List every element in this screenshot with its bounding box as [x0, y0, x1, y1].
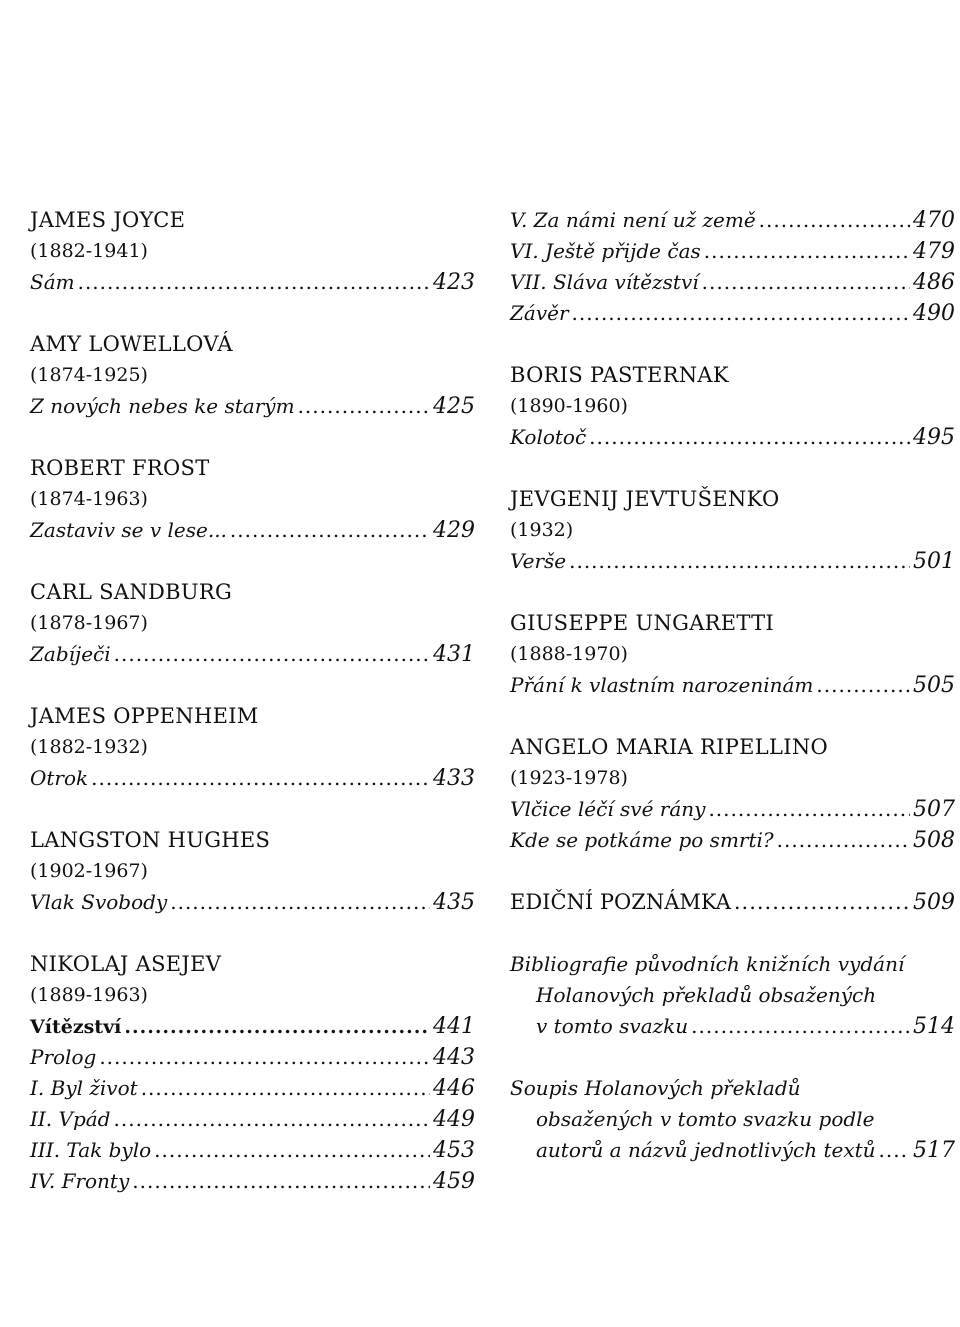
entry-title: II. Vpád — [30, 1107, 111, 1131]
page-number: 459 — [433, 1169, 475, 1194]
page-number: 443 — [433, 1045, 475, 1070]
entry-title: I. Byl život — [30, 1076, 138, 1100]
contents-left-column — [30, 205, 475, 1197]
entry-title: Vlak Svobody — [30, 890, 168, 914]
page-number: 470 — [913, 208, 955, 233]
author-years: (1878-1967) — [30, 612, 148, 634]
toc-entry[interactable] — [30, 267, 475, 298]
author-years: (1889-1963) — [30, 984, 148, 1006]
dot-leader — [589, 422, 910, 453]
page-number: 479 — [913, 239, 955, 264]
dot-leader — [708, 794, 910, 825]
dot-leader — [230, 515, 430, 546]
toc-entry[interactable] — [30, 515, 475, 546]
dot-leader — [114, 639, 430, 670]
page-number: 507 — [913, 797, 955, 822]
author-name: GIUSEPPE UNGARETTI — [510, 611, 775, 635]
entry-title: Prolog — [30, 1045, 97, 1069]
dot-leader — [124, 1012, 430, 1043]
author-name: ANGELO MARIA RIPELLINO — [510, 735, 829, 759]
dot-leader — [170, 887, 430, 918]
author-name: ROBERT FROST — [30, 456, 210, 480]
toc-entry[interactable] — [510, 1135, 955, 1166]
entry-title: IV. Fronty — [30, 1169, 130, 1193]
dot-leader — [298, 391, 430, 422]
dot-leader — [132, 1166, 430, 1197]
entry-title: Sám — [30, 270, 75, 294]
author-years: (1923-1978) — [510, 767, 628, 789]
page-number: 514 — [913, 1014, 955, 1039]
toc-entry[interactable] — [30, 391, 475, 422]
entry-title: Vítězství — [30, 1016, 122, 1038]
toc-entry[interactable] — [510, 298, 955, 329]
entry-title: VI. Ještě přijde čas — [510, 239, 701, 263]
page-number: 490 — [913, 301, 955, 326]
page-number: 486 — [913, 270, 955, 295]
page-number: 449 — [433, 1107, 475, 1132]
toc-entry[interactable] — [30, 1166, 475, 1197]
page-number: 505 — [913, 673, 955, 698]
entry-title: VII. Sláva vítězství — [510, 270, 699, 294]
author-years: (1882-1941) — [30, 240, 148, 262]
dot-leader — [702, 267, 910, 298]
toc-entry[interactable] — [510, 267, 955, 298]
author-name: AMY LOWELLOVÁ — [30, 332, 233, 356]
page-number: 508 — [913, 828, 955, 853]
author-name: JAMES JOYCE — [30, 208, 186, 232]
author-name: JEVGENIJ JEVTUŠENKO — [510, 487, 780, 511]
author-name: CARL SANDBURG — [30, 580, 233, 604]
dot-leader — [704, 236, 910, 267]
dot-leader — [777, 825, 910, 856]
dot-leader — [114, 1104, 431, 1135]
page-number: 509 — [913, 890, 955, 915]
dot-leader — [99, 1042, 430, 1073]
entry-title: autorů a názvů jednotlivých textů — [536, 1138, 876, 1162]
toc-entry[interactable] — [30, 887, 475, 918]
dot-leader — [816, 670, 910, 701]
entry-title: Otrok — [30, 766, 89, 790]
page-number: 495 — [913, 425, 955, 450]
toc-entry[interactable] — [510, 794, 955, 825]
toc-entry-editorial-note[interactable] — [510, 887, 955, 918]
page-number: 433 — [433, 766, 475, 791]
entry-title: III. Tak bylo — [30, 1138, 152, 1162]
author-years: (1890-1960) — [510, 395, 628, 417]
entry-title: Závěr — [510, 301, 569, 325]
author-years: (1932) — [510, 519, 574, 541]
toc-entry[interactable] — [510, 1011, 955, 1042]
author-years: (1874-1925) — [30, 364, 148, 386]
contents-right-column — [510, 205, 955, 1166]
entry-title-line: Holanových překladů obsažených — [536, 983, 877, 1007]
toc-entry[interactable] — [30, 1073, 475, 1104]
page-number: 431 — [433, 642, 475, 667]
entry-title: Vlčice léčí své rány — [510, 797, 706, 821]
toc-entry[interactable] — [30, 1104, 475, 1135]
dot-leader — [141, 1073, 430, 1104]
entry-title: EDIČNÍ POZNÁMKA — [510, 890, 731, 914]
dot-leader — [734, 887, 910, 918]
author-years: (1888-1970) — [510, 643, 628, 665]
dot-leader — [691, 1011, 910, 1042]
entry-title: Z nových nebes ke starým — [30, 394, 295, 418]
toc-entry[interactable] — [510, 825, 955, 856]
toc-entry[interactable] — [510, 670, 955, 701]
author-name: NIKOLAJ ASEJEV — [30, 952, 222, 976]
author-name: LANGSTON HUGHES — [30, 828, 271, 852]
entry-title: Verše — [510, 549, 567, 573]
page-number: 435 — [433, 890, 475, 915]
toc-entry[interactable] — [30, 1011, 475, 1042]
entry-title-line: Bibliografie původních knižních vydání — [510, 952, 905, 976]
toc-entry[interactable] — [30, 1042, 475, 1073]
author-name: BORIS PASTERNAK — [510, 363, 729, 387]
entry-title: Kolotoč — [510, 425, 587, 449]
toc-entry[interactable] — [510, 422, 955, 453]
dot-leader — [569, 546, 910, 577]
entry-title: Kde se potkáme po smrti? — [510, 828, 774, 852]
toc-entry[interactable] — [30, 639, 475, 670]
toc-entry[interactable] — [510, 205, 955, 236]
page-number: 425 — [433, 394, 475, 419]
toc-entry[interactable] — [30, 1135, 475, 1166]
toc-entry[interactable] — [510, 236, 955, 267]
entry-title-line: Soupis Holanových překladů — [510, 1076, 801, 1100]
dot-leader — [879, 1135, 910, 1166]
entry-title: Přání k vlastním narozeninám — [510, 673, 814, 697]
dot-leader — [154, 1135, 430, 1166]
page-number: 429 — [433, 518, 475, 543]
author-years: (1882-1932) — [30, 736, 148, 758]
page-number: 423 — [433, 270, 475, 295]
entry-title: Zabíječi — [30, 642, 111, 666]
entry-title: Zastaviv se v lese... — [30, 518, 227, 542]
entry-title-line: obsažených v tomto svazku podle — [536, 1107, 875, 1131]
page-number: 441 — [433, 1014, 475, 1039]
toc-entry[interactable] — [30, 763, 475, 794]
page-number: 517 — [913, 1138, 955, 1163]
dot-leader — [572, 298, 910, 329]
page-number: 453 — [433, 1138, 475, 1163]
dot-leader — [759, 205, 910, 236]
author-years: (1902-1967) — [30, 860, 148, 882]
page-number: 446 — [433, 1076, 475, 1101]
author-years: (1874-1963) — [30, 488, 148, 510]
entry-title: V. Za námi není už země — [510, 208, 756, 232]
dot-leader — [78, 267, 430, 298]
toc-entry[interactable] — [510, 546, 955, 577]
entry-title: v tomto svazku — [536, 1014, 689, 1038]
author-name: JAMES OPPENHEIM — [30, 704, 259, 728]
dot-leader — [91, 763, 430, 794]
page-number: 501 — [913, 549, 955, 574]
